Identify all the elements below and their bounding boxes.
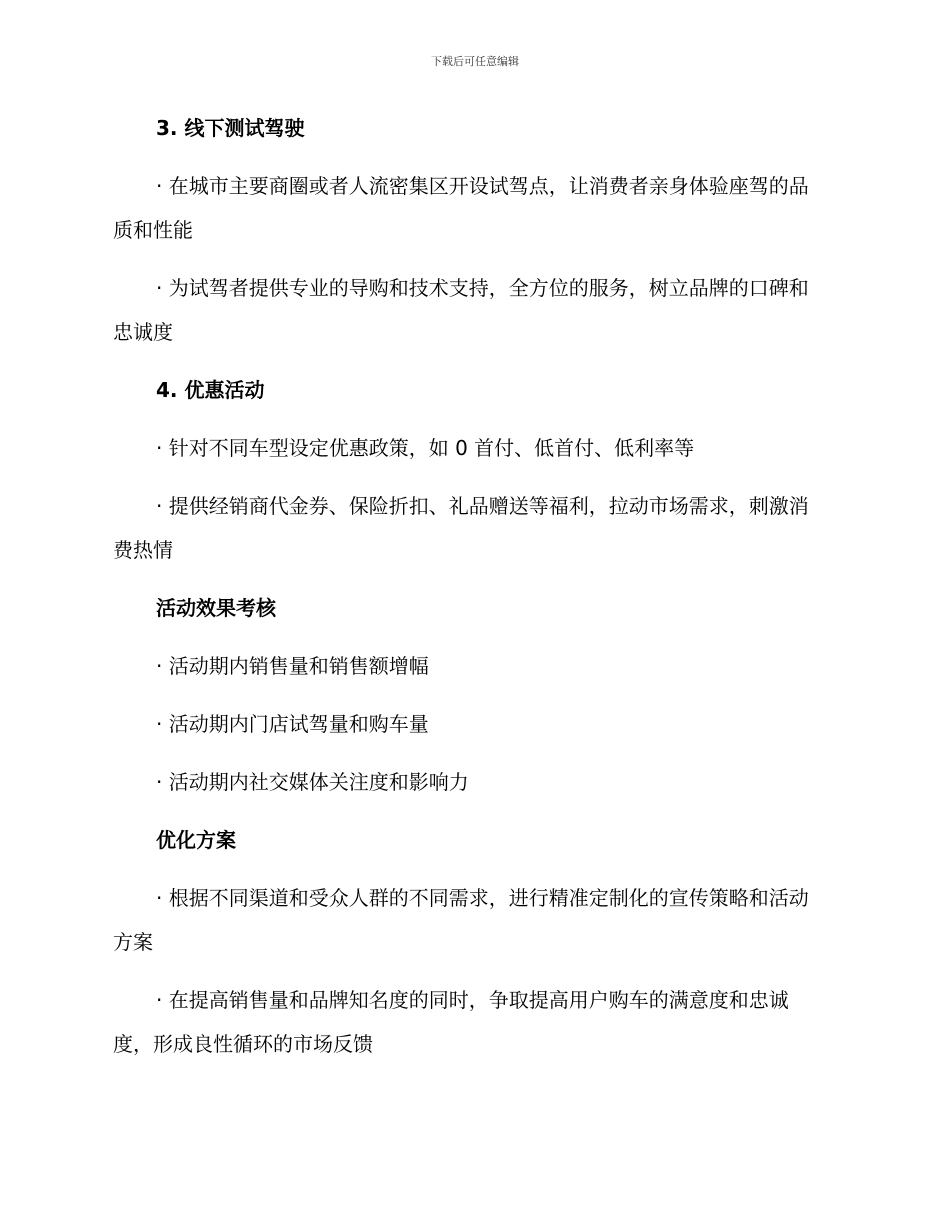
section-heading-effect-evaluation: 活动效果考核 <box>156 596 276 620</box>
page-header-note: 下载后可任意编辑 <box>431 55 519 68</box>
bullet-paragraph: · 在城市主要商圈或者人流密集区开设试驾点，让消费者亲身体验座驾的品质和性能 <box>113 174 809 242</box>
bullet-paragraph: · 提供经销商代金券、保险折扣、礼品赠送等福利，拉动市场需求，刺激消费热情 <box>113 494 809 562</box>
section-heading-promotions: 4. 优惠活动 <box>156 378 265 402</box>
bullet-paragraph: · 活动期内销售量和销售额增幅 <box>156 654 429 678</box>
section-heading-offline-test-drive: 3. 线下测试驾驶 <box>156 116 305 140</box>
bullet-paragraph: · 活动期内门店试驾量和购车量 <box>156 712 429 736</box>
bullet-paragraph: · 为试驾者提供专业的导购和技术支持，全方位的服务，树立品牌的口碑和忠诚度 <box>113 276 809 344</box>
bullet-paragraph: · 在提高销售量和品牌知名度的同时，争取提高用户购车的满意度和忠诚度，形成良性循环的市场反馈 <box>113 988 789 1056</box>
bullet-paragraph: · 根据不同渠道和受众人群的不同需求，进行精准定制化的宣传策略和活动方案 <box>113 886 809 954</box>
document-body <box>113 112 823 1086</box>
section-heading-optimization-plan: 优化方案 <box>156 828 236 852</box>
bullet-paragraph: · 针对不同车型设定优惠政策，如 0 首付、低首付、低利率等 <box>156 436 695 460</box>
bullet-paragraph: · 活动期内社交媒体关注度和影响力 <box>156 770 469 794</box>
